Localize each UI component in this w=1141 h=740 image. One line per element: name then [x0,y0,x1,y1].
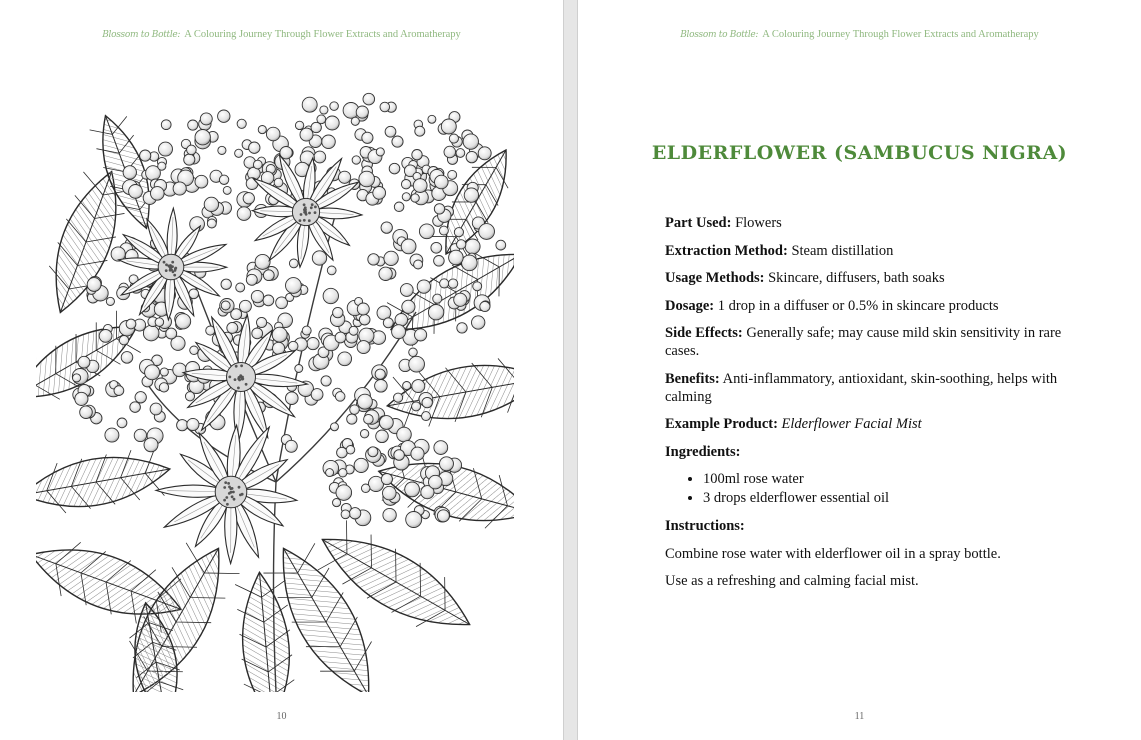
left-page [0,0,563,740]
field-extraction-method [665,242,1085,260]
page-number-right: 11 [854,711,865,722]
right-page [578,0,1141,740]
field-usage-methods [665,269,1085,287]
instruction-step: Combine rose water with elderflower oil in a spray bottle. [665,545,1001,562]
running-header-right [578,29,1141,40]
field-dosage [665,297,1085,315]
leaf-icon [36,444,174,520]
field-label: Extraction Method: [665,242,788,259]
field-value: Flowers [735,215,782,231]
field-label: Side Effects: [665,325,743,341]
elderflower-illustration [36,62,514,692]
field-value: Anti-inflammatory, antioxidant, skin-soothing, helps with calming [665,370,1058,405]
list-item: • 3 drops elderflower essential oil [703,489,1085,507]
section-heading: Ingredients: [665,443,741,460]
field-example-product [665,415,1085,433]
field-value: Steam distillation [791,242,894,259]
field-side-effects [665,324,1085,360]
field-label: Example Product: [665,416,778,432]
page-number-left: 10 [276,711,287,722]
page-gutter [563,0,578,740]
running-header-left [0,29,563,40]
field-value: Skincare, diffusers, bath soaks [768,270,945,286]
instructions-heading [665,517,1085,535]
book-subtitle: A Colouring Journey Through Flower Extracts and Aromatherapy [184,29,461,40]
field-benefits [665,370,1085,406]
field-part-used [665,214,1085,232]
field-label: Dosage: [665,297,715,314]
field-label: Part Used: [665,215,732,231]
flower-icon [156,424,298,564]
field-value: Elderflower Facial Mist [781,416,922,432]
field-value: Generally safe; may cause mild skin sensitivity in rare cases. [665,325,1062,359]
field-value: 1 drop in a diffuser or 0.5% in skincare products [717,297,999,314]
book-title-script: Blossom to Bottle: [102,30,181,40]
instruction-step: Use as a refreshing and calming facial mist. [665,573,919,589]
entry-content [665,214,1085,600]
field-label: Usage Methods: [665,270,765,286]
section-heading: Instructions: [665,518,745,534]
book-title-script: Blossom to Bottle: [680,30,759,40]
book-subtitle: A Colouring Journey Through Flower Extracts and Aromatherapy [762,29,1039,40]
entry-title: ELDERFLOWER (SAMBUCUS NIGRA) [651,142,1068,164]
list-item: • 100ml rose water [703,470,1085,488]
field-label: Benefits: [665,370,720,387]
ingredients-list [665,470,1085,507]
ingredients-heading [665,443,1085,461]
